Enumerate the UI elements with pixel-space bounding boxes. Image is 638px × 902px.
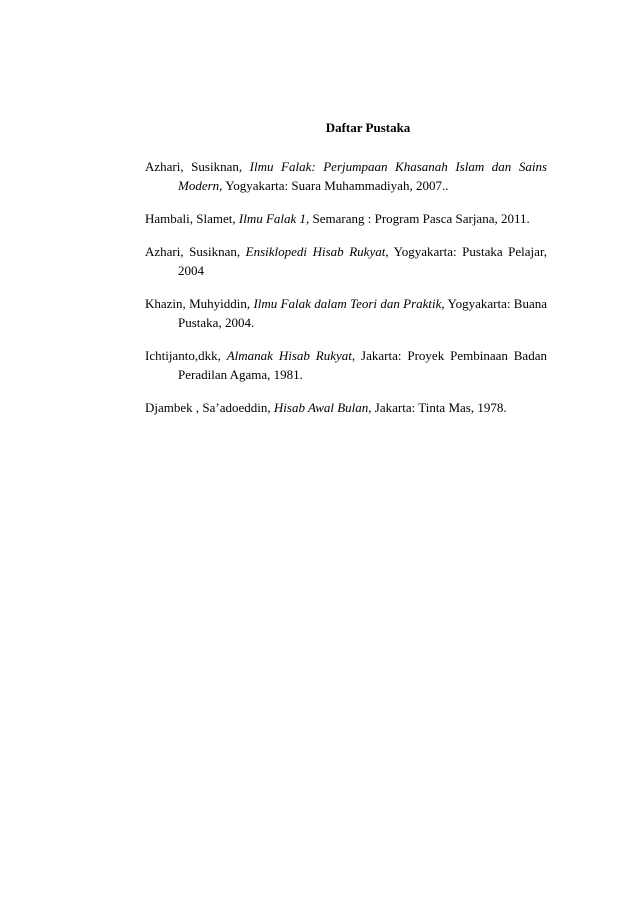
reference-publication: Yogyakarta: Buana Pustaka, 2004. xyxy=(178,296,547,330)
reference-title: Hisab Awal Bulan xyxy=(273,400,369,415)
reference-publication: , Jakarta: Tinta Mas, 1978. xyxy=(368,400,507,415)
reference-entry xyxy=(145,209,547,228)
reference-title: Ensiklopedi Hisab Rukyat, xyxy=(245,244,389,259)
page-title: Daftar Pustaka xyxy=(325,120,411,135)
reference-title: Ilmu Falak: Perjumpaan Khasanah Islam dan Sains Modern, xyxy=(178,159,548,193)
reference-publication: Yogyakarta: Pustaka Pelajar, 2004 xyxy=(178,244,547,278)
reference-author: Azhari, Susiknan, xyxy=(145,244,246,259)
reference-entry xyxy=(145,294,547,332)
reference-entry xyxy=(145,398,547,417)
reference-author: Hambali, Slamet, xyxy=(145,211,239,226)
reference-title: Ilmu Falak 1, xyxy=(238,211,310,226)
reference-author: Azhari, Susiknan, xyxy=(145,159,250,174)
reference-author: Khazin, Muhyiddin, xyxy=(145,296,254,311)
reference-entry xyxy=(145,346,547,384)
reference-publication: Yogyakarta: Suara Muhammadiyah, 2007.. xyxy=(222,178,449,193)
reference-title: Ilmu Falak dalam Teori dan Praktik, xyxy=(253,296,445,311)
reference-publication: Semarang : Program Pasca Sarjana, 2011. xyxy=(309,211,530,226)
reference-author: Ichtijanto,dkk, xyxy=(145,348,227,363)
reference-entry xyxy=(145,157,547,195)
reference-title: Almanak Hisab Rukyat xyxy=(226,348,352,363)
reference-list xyxy=(145,157,547,431)
reference-publication: , Jakarta: Proyek Pembinaan Badan Peradilan Agama, 1981. xyxy=(178,348,547,382)
reference-author: Djambek , Sa’adoeddin, xyxy=(145,400,274,415)
reference-entry xyxy=(145,242,547,280)
